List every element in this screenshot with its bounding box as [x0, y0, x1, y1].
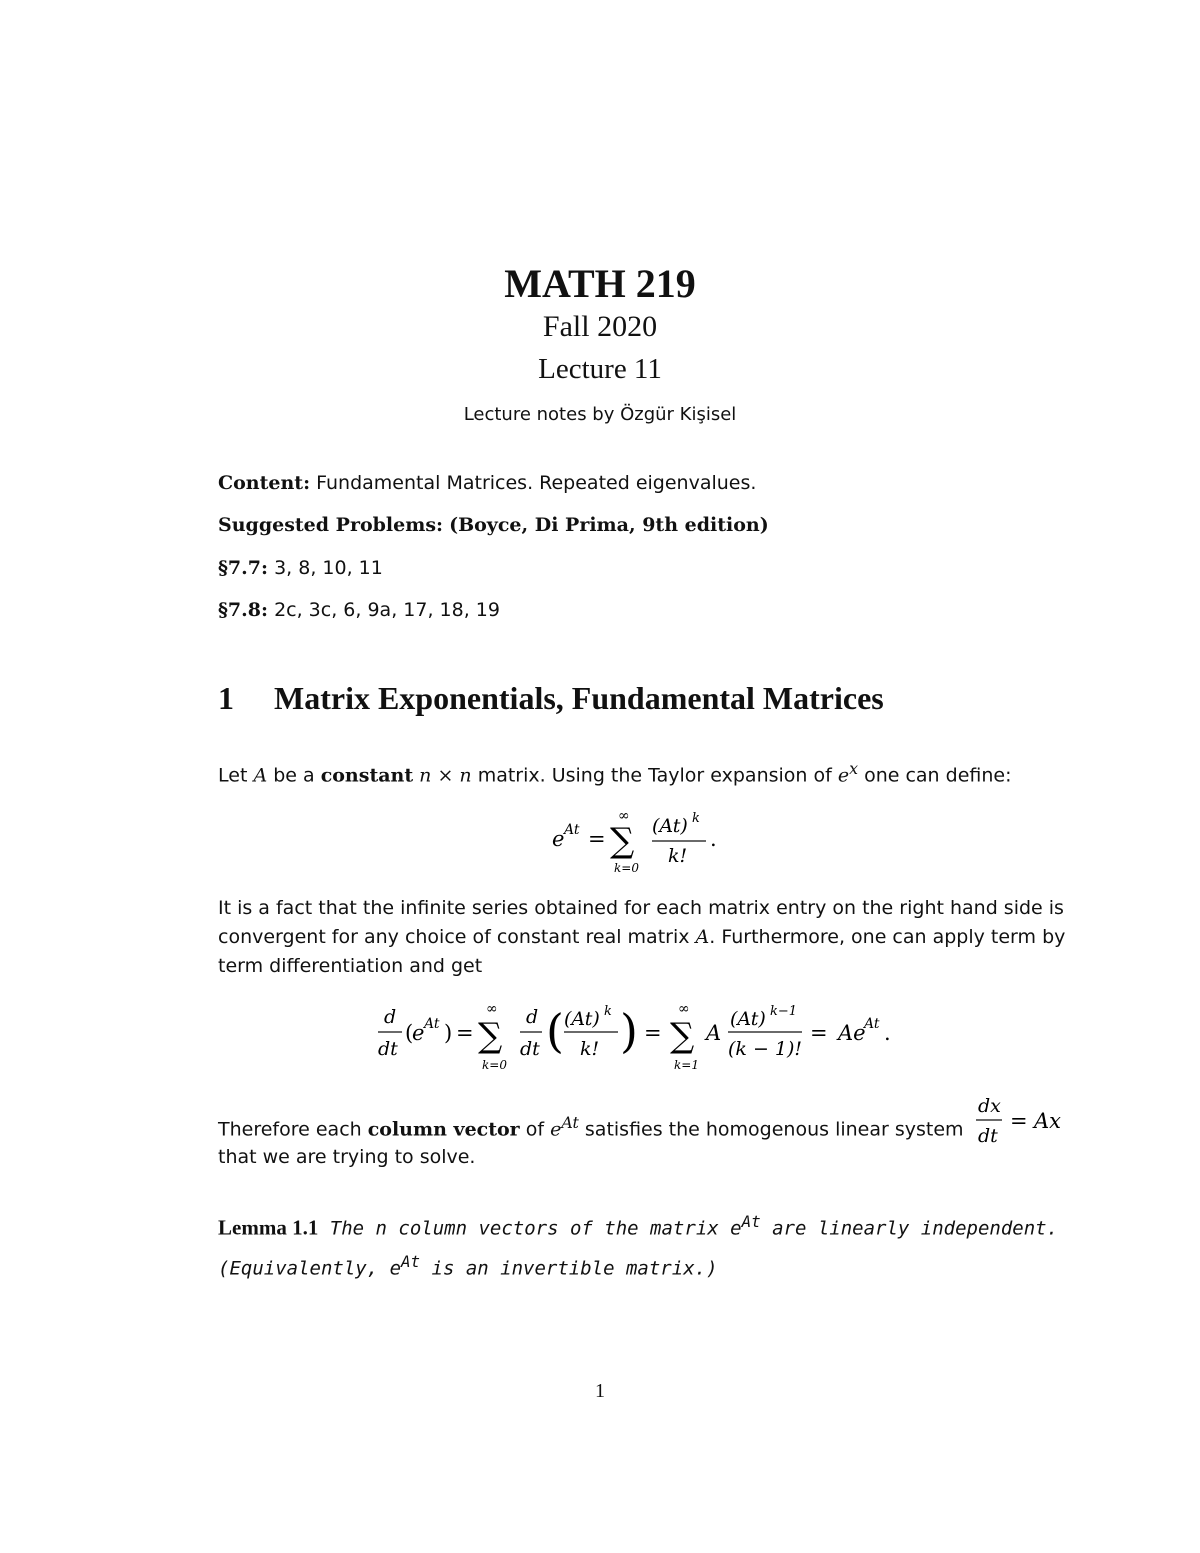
svg-text:k: k	[692, 811, 700, 826]
svg-text:Ae: Ae	[838, 1021, 866, 1045]
sec78-line	[218, 599, 500, 621]
svg-text:∞: ∞	[618, 808, 630, 824]
svg-text:(At): (At)	[652, 815, 688, 837]
section-heading	[218, 680, 884, 717]
text-fragment: Let	[218, 764, 254, 787]
svg-text:dt: dt	[520, 1038, 540, 1060]
svg-text:(: (	[546, 1004, 564, 1058]
svg-text:=: =	[456, 1021, 474, 1045]
section-number: 1	[218, 680, 234, 716]
svg-text:=: =	[810, 1021, 828, 1045]
term: Fall 2020	[542, 310, 658, 343]
svg-text:k=0: k=0	[614, 861, 639, 875]
bold-column-vector: column vector	[367, 1118, 520, 1141]
text-fragment: of	[519, 1118, 551, 1141]
text-fragment: It is a fact that the infinite series obtained for each matrix entry on the right hand side is convergent for any choice of constant real matrix	[218, 897, 1064, 948]
author-line: Lecture notes by Özgür Kişisel	[463, 404, 737, 425]
math-e: e	[550, 1118, 562, 1141]
svg-text:Ax: Ax	[1034, 1109, 1062, 1133]
sec78-label: §7.8:	[218, 599, 269, 621]
text-fragment: Therefore each	[218, 1118, 368, 1141]
text-fragment: one can define:	[858, 764, 1012, 787]
svg-text:dt: dt	[378, 1038, 398, 1060]
content-label: Content:	[218, 472, 311, 494]
sec77-text: 3, 8, 10, 11	[274, 557, 383, 579]
svg-text:k: k	[604, 1004, 612, 1019]
equation-exp-series	[540, 800, 740, 880]
svg-text:): )	[620, 1004, 638, 1058]
lemma-sup: At	[401, 1252, 421, 1272]
svg-text:=: =	[644, 1021, 662, 1045]
suggested-label: Suggested Problems:	[218, 514, 444, 536]
svg-text:(At): (At)	[730, 1008, 766, 1030]
svg-text:(: (	[405, 1021, 414, 1045]
lemma-text: are linearly independent. (Equivalently, e	[218, 1217, 1059, 1280]
svg-text:(At): (At)	[564, 1008, 600, 1030]
math-nxn: n × n	[419, 764, 472, 787]
svg-text:=: =	[588, 827, 606, 851]
svg-text:∞: ∞	[486, 1001, 498, 1017]
paragraph-convergence	[218, 894, 1068, 981]
svg-text:.: .	[710, 827, 717, 851]
svg-text:A: A	[706, 1021, 722, 1045]
svg-text:e: e	[412, 1021, 425, 1045]
svg-text:At: At	[564, 822, 580, 838]
suggested-line	[218, 514, 769, 536]
math-A: A	[253, 764, 268, 787]
svg-text:∞: ∞	[678, 1001, 690, 1017]
sec78-text: 2c, 3c, 6, 9a, 17, 18, 19	[274, 599, 500, 621]
math-At: At	[561, 1113, 579, 1132]
svg-text:): )	[444, 1021, 453, 1045]
math-x: x	[849, 759, 859, 778]
svg-text:k!: k!	[668, 845, 688, 867]
svg-text:∑: ∑	[610, 821, 635, 861]
paragraph-column-vector	[218, 1108, 978, 1144]
lemma-sup: At	[741, 1212, 761, 1231]
page-number: 1	[595, 1380, 605, 1402]
svg-text:∑: ∑	[670, 1016, 695, 1056]
math-A: A	[695, 926, 710, 948]
svg-text:d: d	[384, 1006, 397, 1028]
svg-text:At: At	[864, 1016, 880, 1032]
svg-text:∑: ∑	[478, 1016, 503, 1056]
svg-text:At: At	[424, 1016, 440, 1032]
text-fragment: . Furthermore, one can apply term by term differentiation and get	[218, 926, 1066, 977]
svg-text:dt: dt	[978, 1125, 998, 1147]
paragraph-definition	[218, 754, 1068, 790]
text-fragment: satisfies the homogenous linear system	[578, 1118, 964, 1141]
bold-constant: constant	[320, 764, 414, 787]
section-title: Matrix Exponentials, Fundamental Matrices	[274, 680, 884, 716]
text-fragment: matrix. Using the Taylor expansion of	[471, 764, 838, 787]
lecture-number: Lecture 11	[538, 353, 662, 385]
sec77-line	[218, 557, 383, 579]
svg-text:(k − 1)!: (k − 1)!	[728, 1038, 803, 1060]
math-e: e	[837, 764, 850, 787]
course-title: MATH 219	[504, 261, 696, 306]
svg-text:k=1: k=1	[674, 1058, 699, 1072]
lemma-text: is an invertible matrix.)	[420, 1257, 718, 1280]
equation-derivative	[370, 995, 910, 1085]
lemma-text: The n column vectors of the matrix e	[318, 1217, 742, 1240]
paragraph-continuation: that we are trying to solve.	[218, 1146, 476, 1168]
content-text: Fundamental Matrices. Repeated eigenvalues.	[316, 472, 757, 494]
svg-text:.: .	[884, 1021, 891, 1045]
svg-text:k=0: k=0	[482, 1058, 507, 1072]
svg-text:dx: dx	[978, 1095, 1001, 1117]
content-line	[218, 472, 756, 494]
lemma-label: Lemma 1.1	[218, 1215, 319, 1240]
text-fragment: be a	[267, 764, 321, 787]
sec77-label: §7.7:	[218, 557, 269, 579]
svg-text:k−1: k−1	[770, 1004, 798, 1019]
svg-text:k!: k!	[580, 1038, 600, 1060]
lemma-block	[218, 1205, 1078, 1286]
svg-text:=: =	[1010, 1109, 1028, 1133]
svg-text:d: d	[526, 1006, 539, 1028]
svg-text:e: e	[552, 827, 565, 851]
suggested-text: (Boyce, Di Prima, 9th edition)	[449, 514, 769, 536]
